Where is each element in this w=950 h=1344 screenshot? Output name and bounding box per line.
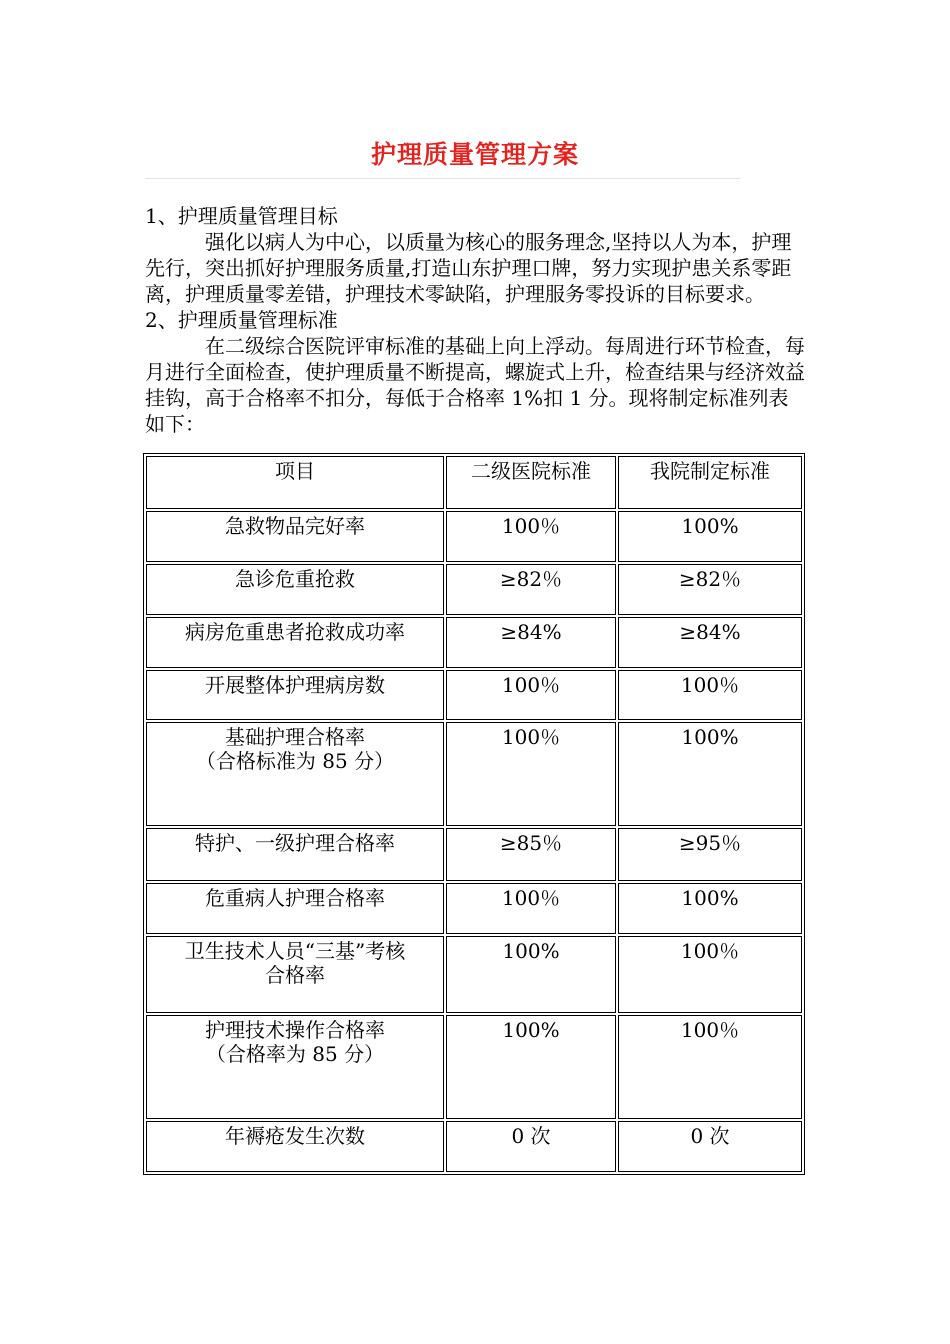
header-secondary-standard: 二级医院标准 [446, 456, 616, 509]
table-row [146, 936, 802, 1013]
row-secondary-value: 0 次 [446, 1121, 616, 1172]
row-secondary-value: 100% [446, 936, 616, 1013]
row-our-value: 100% [618, 511, 802, 562]
table-row [146, 617, 802, 668]
table-row [146, 670, 802, 721]
row-secondary-value: 100% [446, 1015, 616, 1119]
section1-heading: 1、护理质量管理目标 [145, 204, 338, 228]
row-item: 年褥疮发生次数 [146, 1121, 444, 1172]
page-title: 护理质量管理方案 [370, 140, 579, 169]
table-header-row [146, 456, 802, 509]
table-row [146, 1015, 802, 1119]
row-our-value: ≥84% [618, 617, 802, 668]
row-secondary-value: 100％ [446, 883, 616, 934]
row-secondary-value: 100％ [446, 722, 616, 826]
row-our-value: 100％ [618, 670, 802, 721]
row-item: 开展整体护理病房数 [146, 670, 444, 721]
row-our-value: 100％ [618, 936, 802, 1013]
table-row [146, 1121, 802, 1172]
row-our-value: ≥95％ [618, 828, 802, 881]
row-item: 卫生技术人员“三基”考核 合格率 [146, 936, 444, 1013]
row-secondary-value: ≥82％ [446, 564, 616, 615]
row-item: 危重病人护理合格率 [146, 883, 444, 934]
row-item: 病房危重患者抢救成功率 [146, 617, 444, 668]
table-row [146, 828, 802, 881]
row-item: 护理技术操作合格率 （合格率为 85 分） [146, 1015, 444, 1119]
row-our-value: 100% [618, 883, 802, 934]
row-secondary-value: ≥85％ [446, 828, 616, 881]
row-item: 急救物品完好率 [146, 511, 444, 562]
row-our-value: ≥82％ [618, 564, 802, 615]
row-item: 基础护理合格率 （合格标准为 85 分） [146, 722, 444, 826]
standards-table [143, 453, 805, 1175]
row-secondary-value: 100％ [446, 670, 616, 721]
row-secondary-value: ≥84% [446, 617, 616, 668]
section2-heading: 2、护理质量管理标准 [145, 308, 338, 332]
header-our-standard: 我院制定标准 [618, 456, 802, 509]
row-item: 特护、一级护理合格率 [146, 828, 444, 881]
row-our-value: 0 次 [618, 1121, 802, 1172]
table-row [146, 511, 802, 562]
row-our-value: 100% [618, 722, 802, 826]
section1-paragraph: 强化以病人为中心，以质量为核心的服务理念,坚持以人为本，护理先行，突出抓好护理服务质量,打造山东护理口牌，努力实现护患关系零距离，护理质量零差错，护理技术零缺陷，护理服务零投诉的目标要求。 [145, 230, 792, 306]
title-divider [145, 178, 740, 179]
row-our-value: 100％ [618, 1015, 802, 1119]
table-row [146, 564, 802, 615]
table-row [146, 883, 802, 934]
header-item: 项目 [146, 456, 444, 509]
row-item: 急诊危重抢救 [146, 564, 444, 615]
document-body [145, 203, 807, 437]
table-row [146, 722, 802, 826]
section2-paragraph: 在二级综合医院评审标准的基础上向上浮动。每周进行环节检查，每月进行全面检查，使护理质量不断提高，螺旋式上升，检查结果与经济效益挂钩，高于合格率不扣分，每低于合格率 1%扣 1 分。现将制定标准列表如下： [145, 334, 805, 436]
row-secondary-value: 100％ [446, 511, 616, 562]
